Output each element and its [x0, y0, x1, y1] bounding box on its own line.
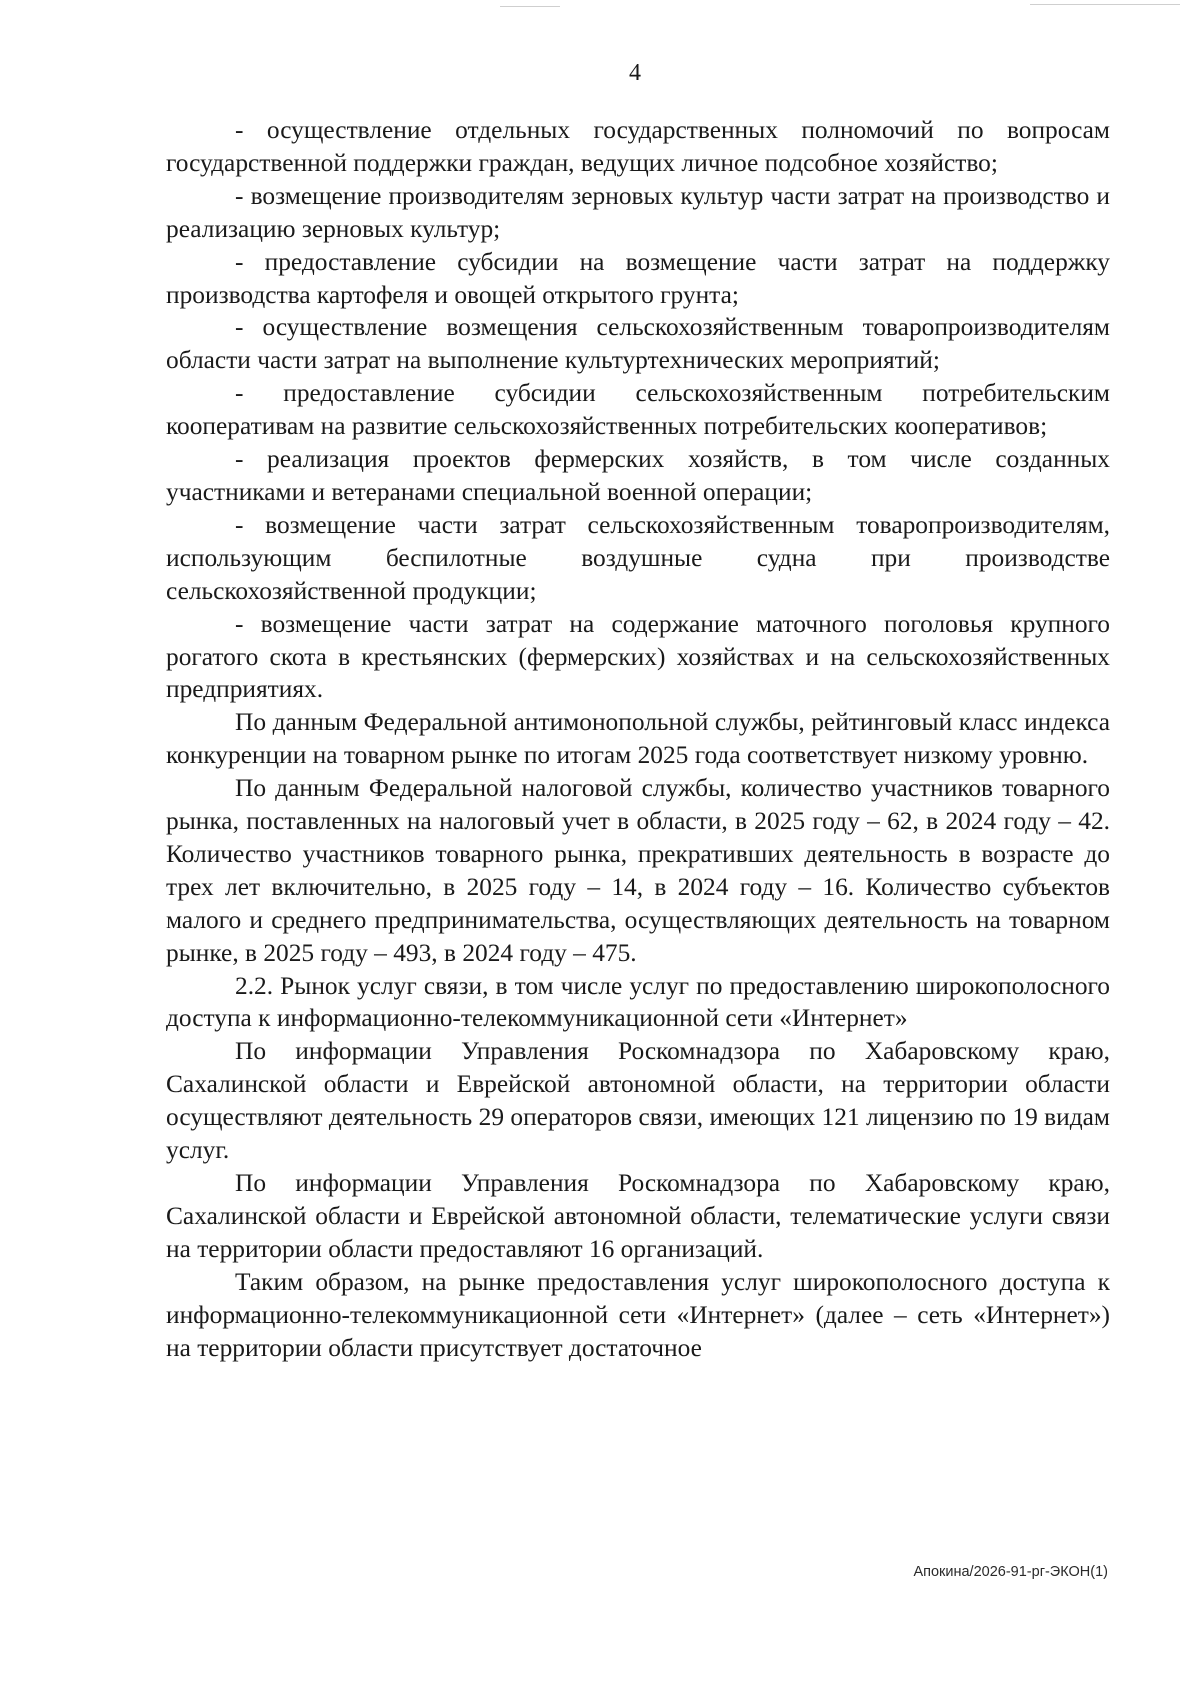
list-item-grain-costs: - возмещение производителям зерновых культур части затрат на производство и реализацию зерновых культур; — [166, 181, 1110, 243]
paragraph-operators: По информации Управления Роскомнадзора по Хабаровскому краю, Сахалинской области и Еврейской автономной области, на территории области осуществляют деятельность 29 операторов связи, имеющих 121 лицензию по 19 видам услуг. — [166, 1037, 1110, 1165]
list-item-farm-projects: - реализация проектов фермерских хозяйств, в том числе созданных участниками и ветеранами специальной военной операции; — [166, 445, 1110, 506]
section-heading-telecom-market: 2.2. Рынок услуг связи, в том числе услуг по предоставлению широкополосного доступа к информационно-телекоммуникационной сети «Интернет» — [166, 971, 1110, 1033]
paragraph-conclusion: Таким образом, на рынке предоставления услуг широкополосного доступа к информационно-телекоммуникационной сети «Интернет» (далее – сеть «Интернет») на территории области присутствует достаточное — [166, 1267, 1110, 1362]
list-item-potato-vegetables: - предоставление субсидии на возмещение части затрат на поддержку производства картофеля и овощей открытого грунта; — [166, 247, 1110, 309]
list-item-cultural-technical: - осуществление возмещения сельскохозяйственным товаропроизводителям области части затрат на выполнение культуртехнических мероприятий; — [166, 313, 1110, 375]
paragraph-fns-participants: По данным Федеральной налоговой службы, количество участников товарного рынка, поставленных на налоговый учет в области, в 2025 году – 62, в 2024 году – 42. Количество участников товарного рынка, прекративших деятельность в возрасте до трех лет включительно, в 2025 году – 14, в 2024 году – 16. Количество субъектов малого и среднего предпринимательства, осуществляющих деятельность на товарном рынке, в 2025 году – 493, в 2024 году – 475. — [166, 774, 1110, 967]
paragraph-telematic-services: По информации Управления Роскомнадзора по Хабаровскому краю, Сахалинской области и Еврейской автономной области, телематические услуги связи на территории области предоставляют 16 организаций. — [166, 1169, 1110, 1263]
list-item-lph-support: - осуществление отдельных государственных полномочий по вопросам государственной поддержки граждан, ведущих личное подсобное хозяйство; — [166, 116, 1110, 177]
list-item-cattle: - возмещение части затрат на содержание маточного поголовья крупного рогатого скота в крестьянских (фермерских) хозяйствах и на сельскохозяйственных предприятиях. — [166, 609, 1110, 704]
document-footer-code: Апокина/2026-91-рг-ЭКОН(1) — [913, 1564, 1108, 1580]
scan-artifact — [1030, 4, 1180, 5]
document-body — [166, 114, 1110, 1364]
list-item-drones: - возмещение части затрат сельскохозяйственным товаропроизводителям, использующим беспилотные воздушные судна при производстве сельскохозяйственной продукции; — [166, 510, 1110, 605]
page-number: 4 — [629, 60, 641, 86]
list-item-cooperatives: - предоставление субсидии сельскохозяйственным потребительским кооперативам на развитие сельскохозяйственных потребительских кооперативов; — [166, 379, 1110, 441]
scan-artifact — [500, 6, 560, 7]
paragraph-fas-rating: По данным Федеральной антимонопольной службы, рейтинговый класс индекса конкуренции на товарном рынке по итогам 2025 года соответствует низкому уровню. — [166, 708, 1110, 770]
